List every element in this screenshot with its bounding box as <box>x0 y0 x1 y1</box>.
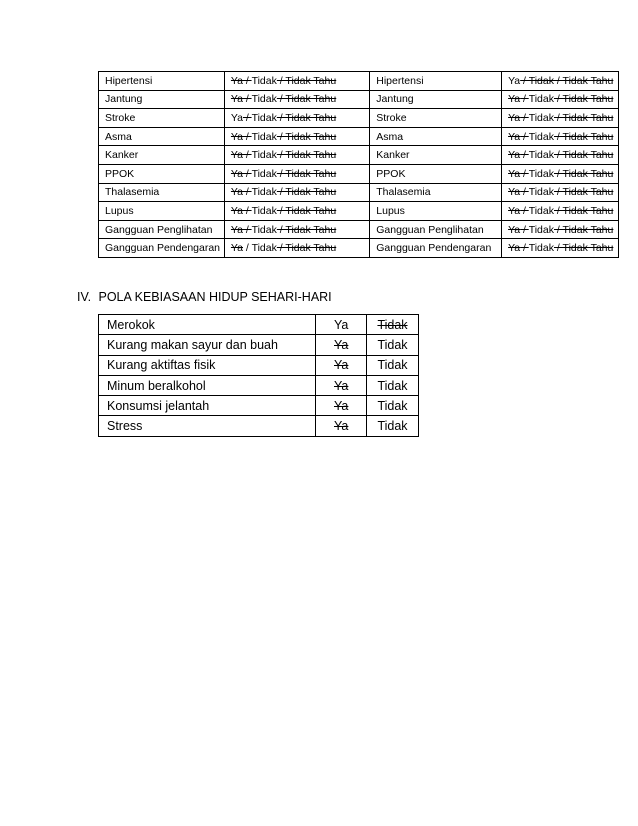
answer-option: Tidak <box>528 186 554 199</box>
disease-name: Lupus <box>99 202 225 221</box>
answer-option: Ya <box>508 74 521 87</box>
struck-option: / Tidak Tahu <box>554 149 614 162</box>
answer-option: Tidak <box>251 130 277 143</box>
struck-option: / Tidak Tahu <box>276 186 337 199</box>
struck-option: / Tidak Tahu <box>554 167 614 180</box>
answer-cell <box>502 202 619 221</box>
disease-name: Gangguan Penglihatan <box>370 220 502 239</box>
struck-option: Ya <box>230 130 243 143</box>
struck-option: Ya <box>508 186 521 199</box>
struck-option: / <box>520 130 529 143</box>
table-row <box>99 355 419 375</box>
struck-option: Ya <box>508 204 521 217</box>
answer-option: Tidak <box>251 186 277 199</box>
struck-option: / Tidak Tahu <box>276 130 337 143</box>
tidak-option: Tidak <box>367 315 419 335</box>
daily-habits-table <box>98 314 419 437</box>
struck-option: / <box>243 111 252 124</box>
struck-option: / <box>243 204 252 217</box>
habits-table-body <box>99 315 419 437</box>
answer-option: Tidak <box>251 93 277 106</box>
answer-cell <box>224 183 369 202</box>
struck-option: Ya <box>508 130 521 143</box>
habit-label: Kurang makan sayur dan buah <box>99 335 316 355</box>
ya-option: Ya <box>316 315 367 335</box>
answer-option: Tidak <box>528 242 554 255</box>
struck-option: Ya <box>508 223 521 236</box>
answer-option: Tidak <box>528 204 554 217</box>
family-disease-history-table <box>98 71 619 258</box>
disease-name: Kanker <box>99 146 225 165</box>
struck-option: Ya <box>508 167 521 180</box>
tidak-option: Tidak <box>367 396 419 416</box>
answer-cell <box>502 220 619 239</box>
struck-option: / Tidak Tahu <box>276 93 337 106</box>
disease-name: Jantung <box>99 90 225 109</box>
table-row <box>99 239 619 258</box>
struck-option: Ya <box>508 111 521 124</box>
answer-cell <box>502 183 619 202</box>
answer-option: Tidak <box>251 242 277 255</box>
struck-option: Ya <box>508 242 521 255</box>
table-row <box>99 127 619 146</box>
struck-option: / Tidak Tahu <box>554 111 614 124</box>
tidak-option: Tidak <box>367 416 419 436</box>
table-row <box>99 164 619 183</box>
answer-cell <box>224 164 369 183</box>
disease-name: Thalasemia <box>370 183 502 202</box>
struck-option: Ya <box>230 93 243 106</box>
table-row <box>99 146 619 165</box>
disease-name: Gangguan Pendengaran <box>370 239 502 258</box>
answer-option: Tidak <box>251 149 277 162</box>
struck-option: Ya <box>508 149 521 162</box>
tidak-option: Tidak <box>367 335 419 355</box>
answer-cell <box>502 127 619 146</box>
ya-option: Ya <box>316 396 367 416</box>
struck-option: / <box>243 93 252 106</box>
struck-option: / <box>243 223 252 236</box>
answer-cell <box>502 109 619 128</box>
struck-option: Ya <box>230 167 243 180</box>
answer-option: Tidak <box>251 111 277 124</box>
struck-option: / <box>243 130 252 143</box>
ya-option: Ya <box>316 335 367 355</box>
struck-option: / <box>520 111 529 124</box>
habit-label: Minum beralkohol <box>99 375 316 395</box>
struck-option: / <box>243 74 252 87</box>
struck-option: / Tidak / Tidak Tahu <box>520 74 614 87</box>
struck-option: / Tidak Tahu <box>276 167 337 180</box>
answer-option: Tidak <box>251 167 277 180</box>
answer-cell <box>224 72 369 91</box>
struck-option: / <box>520 242 529 255</box>
struck-option: / Tidak Tahu <box>276 111 337 124</box>
struck-option: / <box>520 149 529 162</box>
history-table-body <box>99 72 619 258</box>
disease-name: Gangguan Pendengaran <box>99 239 225 258</box>
habit-label: Merokok <box>99 315 316 335</box>
struck-option: / <box>520 204 529 217</box>
table-row <box>99 109 619 128</box>
struck-option: / Tidak Tahu <box>276 149 337 162</box>
answer-option: Ya <box>230 111 243 124</box>
habit-label: Konsumsi jelantah <box>99 396 316 416</box>
answer-option: Tidak <box>251 204 277 217</box>
section-number: IV. <box>77 290 92 304</box>
answer-option: Tidak <box>528 111 554 124</box>
answer-cell <box>224 146 369 165</box>
answer-cell <box>502 164 619 183</box>
struck-option: / <box>520 223 529 236</box>
disease-name: PPOK <box>99 164 225 183</box>
disease-name: Hipertensi <box>99 72 225 91</box>
answer-cell <box>224 90 369 109</box>
answer-option: Tidak <box>251 74 277 87</box>
struck-option: / Tidak Tahu <box>554 242 614 255</box>
struck-option: Ya <box>230 74 243 87</box>
answer-option: Tidak <box>528 167 554 180</box>
habit-label: Kurang aktiftas fisik <box>99 355 316 375</box>
ya-option: Ya <box>316 375 367 395</box>
struck-option: Ya <box>230 204 243 217</box>
disease-name: Kanker <box>370 146 502 165</box>
struck-option: Ya <box>230 223 243 236</box>
disease-name: Asma <box>370 127 502 146</box>
struck-option: / <box>243 186 252 199</box>
struck-option: / Tidak Tahu <box>276 242 337 255</box>
answer-cell <box>502 72 619 91</box>
answer-cell <box>502 146 619 165</box>
table-row <box>99 220 619 239</box>
answer-cell <box>502 239 619 258</box>
answer-option: Tidak <box>528 130 554 143</box>
disease-name: Stroke <box>99 109 225 128</box>
struck-option: / <box>520 167 529 180</box>
answer-option: Tidak <box>528 223 554 236</box>
habit-label: Stress <box>99 416 316 436</box>
table-row <box>99 416 419 436</box>
table-row <box>99 90 619 109</box>
struck-option: Ya <box>230 242 243 255</box>
disease-name: Hipertensi <box>370 72 502 91</box>
answer-option: Tidak <box>528 93 554 106</box>
table-row <box>99 183 619 202</box>
disease-name: PPOK <box>370 164 502 183</box>
disease-name: Gangguan Penglihatan <box>99 220 225 239</box>
disease-name: Asma <box>99 127 225 146</box>
tidak-option: Tidak <box>367 355 419 375</box>
struck-option: / Tidak Tahu <box>554 93 614 106</box>
ya-option: Ya <box>316 355 367 375</box>
table-row <box>99 375 419 395</box>
answer-option: / <box>243 242 252 255</box>
struck-option: / Tidak Tahu <box>554 204 614 217</box>
struck-option: / <box>243 149 252 162</box>
answer-cell <box>502 90 619 109</box>
struck-option: / Tidak Tahu <box>554 186 614 199</box>
ya-option: Ya <box>316 416 367 436</box>
struck-option: / <box>243 167 252 180</box>
struck-option: / Tidak Tahu <box>276 204 337 217</box>
disease-name: Stroke <box>370 109 502 128</box>
struck-option: / Tidak Tahu <box>554 130 614 143</box>
struck-option: / <box>520 93 529 106</box>
answer-option: Tidak <box>528 149 554 162</box>
struck-option: / Tidak Tahu <box>276 223 337 236</box>
struck-option: / Tidak Tahu <box>554 223 614 236</box>
answer-cell <box>224 202 369 221</box>
tidak-option: Tidak <box>367 375 419 395</box>
table-row <box>99 72 619 91</box>
struck-option: / <box>520 186 529 199</box>
table-row <box>99 315 419 335</box>
disease-name: Lupus <box>370 202 502 221</box>
section-title: POLA KEBIASAAN HIDUP SEHARI-HARI <box>98 290 332 304</box>
struck-option: Ya <box>230 149 243 162</box>
answer-cell <box>224 127 369 146</box>
answer-cell <box>224 220 369 239</box>
section-heading <box>77 290 332 304</box>
table-row <box>99 396 419 416</box>
disease-name: Thalasemia <box>99 183 225 202</box>
struck-option: Ya <box>508 93 521 106</box>
struck-option: Ya <box>230 186 243 199</box>
answer-cell <box>224 109 369 128</box>
struck-option: / Tidak Tahu <box>276 74 337 87</box>
table-row <box>99 335 419 355</box>
disease-name: Jantung <box>370 90 502 109</box>
answer-cell <box>224 239 369 258</box>
answer-option: Tidak <box>251 223 277 236</box>
table-row <box>99 202 619 221</box>
